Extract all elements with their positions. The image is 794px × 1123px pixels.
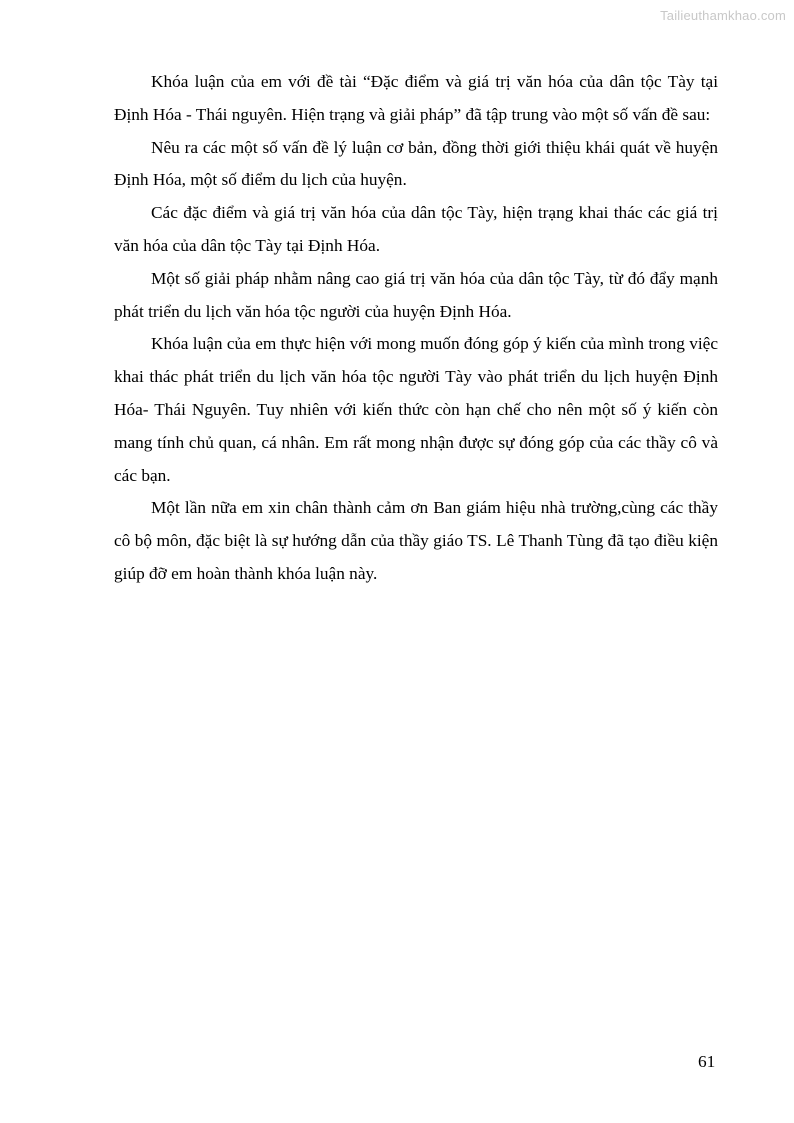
paragraph-acknowledgement: Một lần nữa em xin chân thành cảm ơn Ban giám hiệu nhà trường,cùng các thầy cô bộ môn, đặc biệt là sự hướng dẫn của thầy giáo TS. Lê Thanh Tùng đã tạo điều kiện giúp đỡ em hoàn thành khóa luận này. (114, 498, 718, 583)
paragraph-contribution: Khóa luận của em thực hiện với mong muốn đóng góp ý kiến của mình trong việc khai thác phát triển du lịch văn hóa tộc người Tày vào phát triển du lịch huyện Định Hóa- Thái Nguyên. Tuy nhiên với kiến thức còn hạn chế cho nên một số ý kiến còn mang tính chủ quan, cá nhân. Em rất mong nhận được sự đóng góp của các thầy cô và các bạn. (114, 334, 718, 485)
watermark-text: Tailieuthamkhao.com (660, 8, 786, 23)
page-number: 61 (698, 1052, 716, 1071)
document-body (114, 66, 718, 591)
paragraph-cultural-features: Các đặc điểm và giá trị văn hóa của dân tộc Tày, hiện trạng khai thác các giá trị văn hóa của dân tộc Tày tại Định Hóa. (114, 203, 718, 255)
paragraph-thesis-intro: Khóa luận của em với đề tài “Đặc điểm và giá trị văn hóa của dân tộc Tày tại Định Hóa - Thái nguyên. Hiện trạng và giải pháp” đã tập trung vào một số vấn đề sau: (114, 72, 718, 124)
paragraph-solutions: Một số giải pháp nhằm nâng cao giá trị văn hóa của dân tộc Tày, từ đó đẩy mạnh phát triển du lịch văn hóa tộc người của huyện Định Hóa. (114, 268, 718, 321)
paragraph-theory-overview: Nêu ra các một số vấn đề lý luận cơ bản, đồng thời giới thiệu khái quát về huyện Định Hóa, một số điểm du lịch của huyện. (114, 137, 718, 190)
